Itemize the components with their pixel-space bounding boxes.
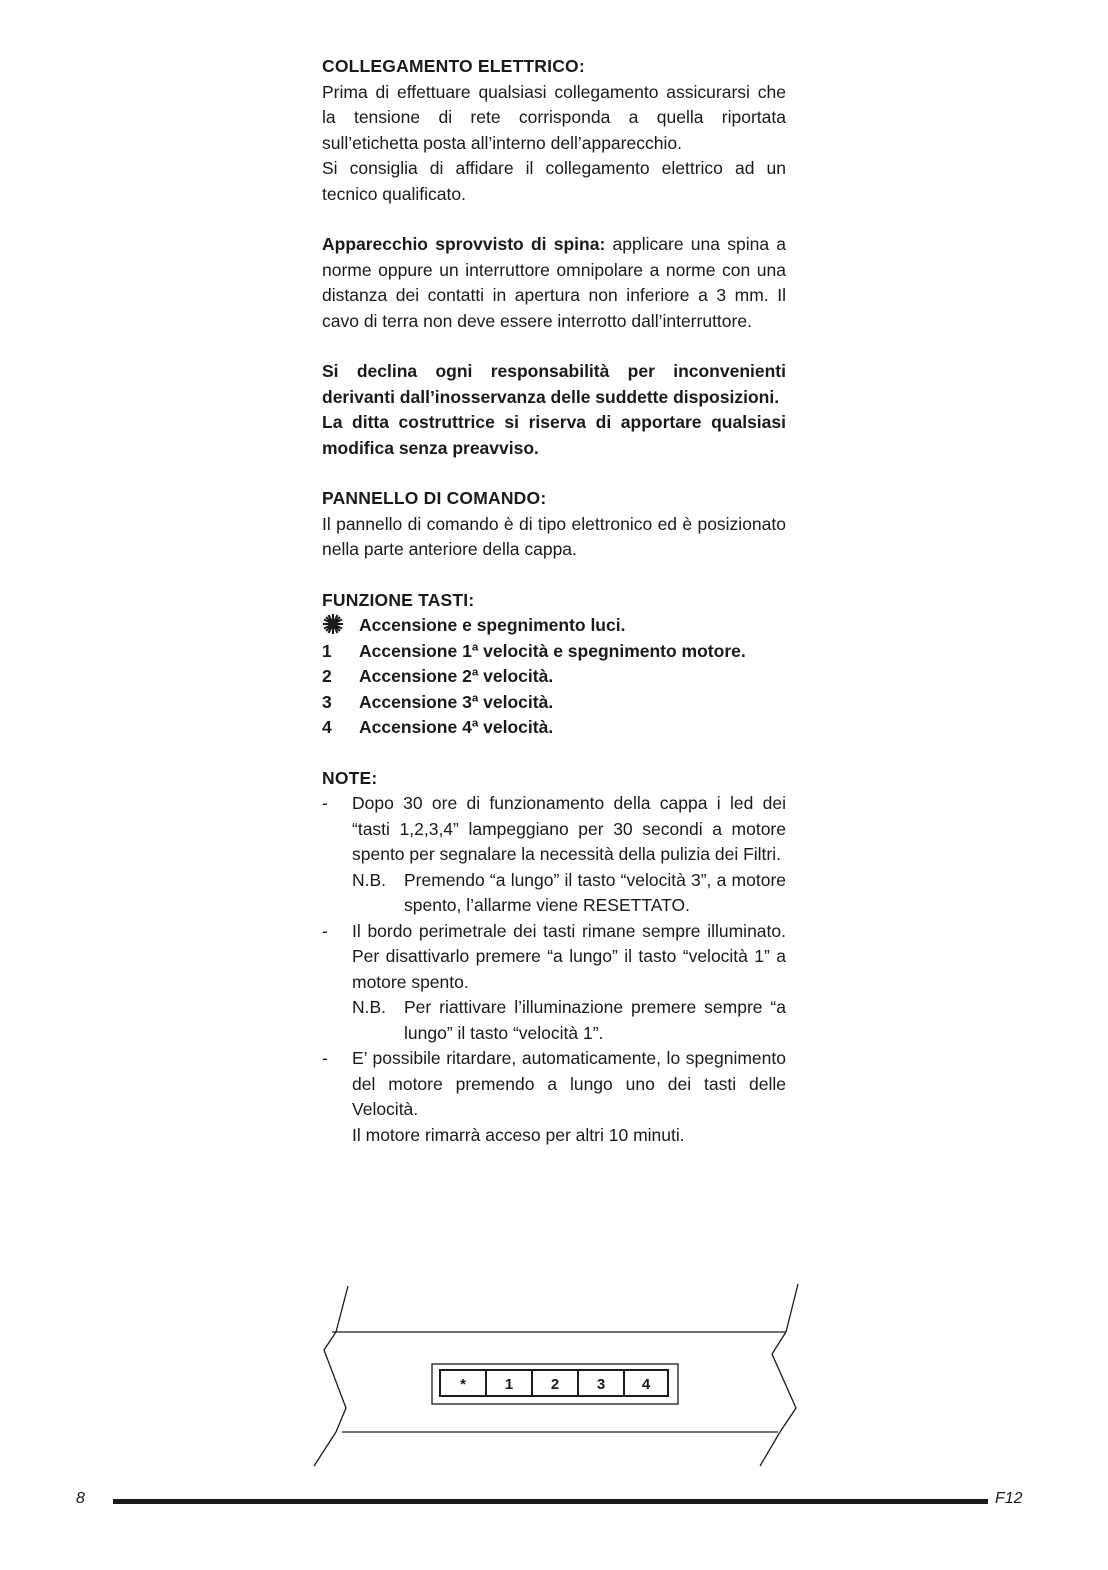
note-item-2 (322, 919, 786, 1047)
function-key: 2 (322, 666, 332, 686)
panel-key-light: * (460, 1376, 466, 1393)
note-dash: - (322, 1048, 328, 1068)
break-line-left-top (336, 1286, 348, 1332)
paragraph-pannello: Il pannello di comando è di tipo elettronico ed è posizionato nella parte anteriore della cappa. (322, 513, 786, 559)
nb-label: N.B. (352, 997, 387, 1017)
panel-key-2: 2 (550, 1376, 560, 1393)
paragraph-declina-1: Si declina ogni responsabilità per inconvenienti derivanti dall’inosservanza delle suddette disposizioni. (322, 361, 786, 407)
paragraph-spina (322, 232, 786, 334)
break-line-right-top (786, 1284, 798, 1332)
paragraph-declina-2: La ditta costruttrice si riserva di apportare qualsiasi modifica senza preavviso. (322, 412, 786, 458)
note-dash: - (322, 793, 328, 813)
section-title-collegamento: COLLEGAMENTO ELETTRICO: (322, 56, 585, 76)
function-text: Accensione 4ª velocità. (359, 717, 554, 737)
footer-rule (113, 1499, 988, 1504)
function-text: Accensione 1ª velocità e spegnimento motore. (359, 640, 746, 661)
nb-text: Per riattivare l’illuminazione premere sempre “a lungo” il tasto “velocità 1”. (404, 997, 786, 1043)
control-panel-drawing (300, 1280, 810, 1470)
break-line-left-zig (324, 1332, 346, 1432)
note-text: E’ possibile ritardare, automaticamente, lo spegnimento del motore premendo a lungo uno dei tasti delle Velocità. (352, 1048, 786, 1119)
paragraph-collegamento-2: Si consiglia di affidare il collegamento elettrico ad un tecnico qualificato. (322, 158, 786, 204)
function-text: Accensione e spegnimento luci. (359, 615, 626, 635)
light-icon (322, 613, 359, 639)
break-line-right-zig (772, 1332, 796, 1432)
function-key: 4 (322, 717, 332, 737)
note-text: Dopo 30 ore di funzionamento della cappa i led dei “tasti 1,2,3,4” lampeggiano per 30 secondi a motore spento per segnalare la necessità della pulizia dei Filtri. (352, 793, 786, 864)
section-title-funzione: FUNZIONE TASTI: (322, 589, 475, 610)
function-item-4 (322, 715, 786, 741)
break-line-right-bottom (760, 1432, 780, 1466)
panel-key-3: 3 (596, 1376, 606, 1393)
note-nb-1 (352, 868, 786, 919)
note-text-extra: Il motore rimarrà acceso per altri 10 minuti. (352, 1124, 685, 1145)
text-column (322, 54, 786, 1148)
function-item-light (322, 613, 786, 639)
panel-key-4: 4 (641, 1376, 651, 1393)
function-item-2 (322, 664, 786, 690)
function-key: 3 (322, 691, 332, 712)
section-title-note: NOTE: (322, 767, 378, 788)
spina-text: applicare una spina a norme oppure un interruttore omnipolare a norme con una distanza dei contatti in apertura non inferiore a 3 mm. Il cavo di terra non deve essere interrotto dall’interruttore. (322, 234, 787, 331)
nb-label: N.B. (352, 869, 387, 890)
break-line-left-bottom (314, 1432, 336, 1466)
function-item-3 (322, 690, 786, 716)
nb-text: Premendo “a lungo” il tasto “velocità 3”, a motore spento, l’allarme viene RESETTATO. (404, 869, 786, 915)
function-text: Accensione 2ª velocità. (359, 666, 554, 686)
note-dash: - (322, 920, 328, 941)
function-item-1 (322, 639, 786, 665)
note-item-3 (322, 1046, 786, 1148)
function-text: Accensione 3ª velocità. (359, 691, 554, 712)
page-number: 8 (76, 1490, 85, 1507)
paragraph-collegamento-1: Prima di effettuare qualsiasi collegamento assicurarsi che la tensione di rete corrisponda a quella riportata sull’etichetta posta all’interno dell’apparecchio. (322, 81, 786, 153)
spina-lead: Apparecchio sprovvisto di spina: (322, 234, 606, 254)
section-title-pannello: PANNELLO DI COMANDO: (322, 488, 547, 508)
note-nb-2 (352, 995, 786, 1046)
note-item-1 (322, 791, 786, 919)
panel-key-1: 1 (504, 1376, 514, 1393)
footer-code: F12 (995, 1490, 1023, 1507)
function-key: 1 (322, 640, 332, 661)
note-text: Il bordo perimetrale dei tasti rimane sempre illuminato. Per disattivarlo premere “a lungo” il tasto “velocità 1” a motore spento. (352, 920, 786, 992)
